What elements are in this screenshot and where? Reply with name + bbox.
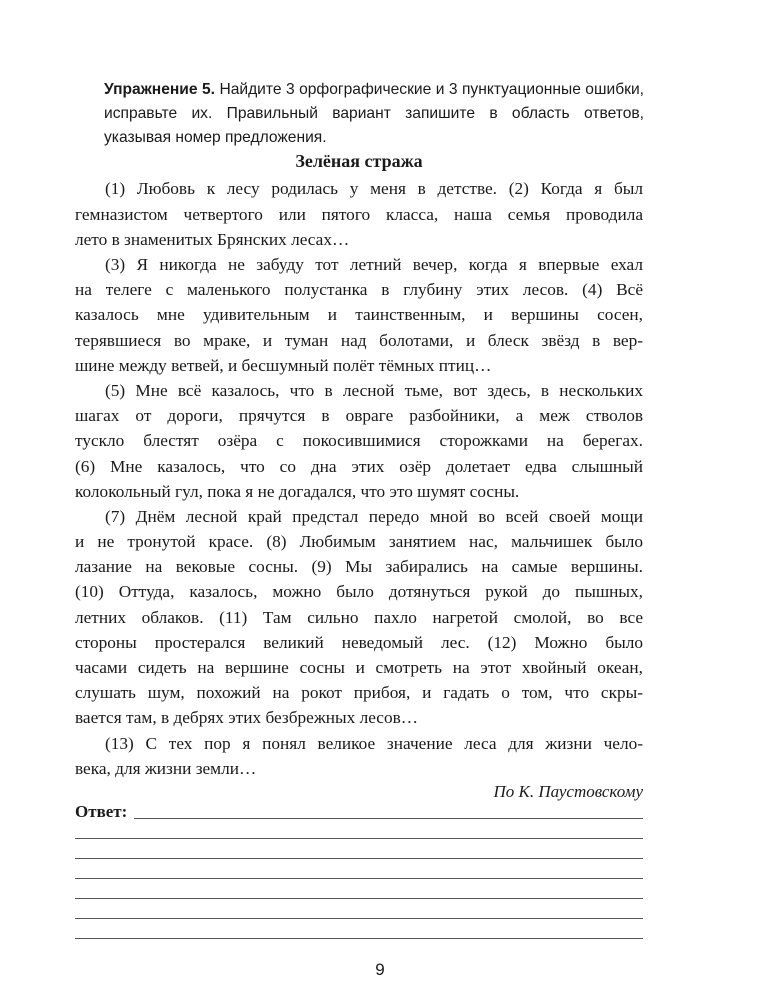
- text-title: Зелёная стража: [295, 151, 423, 171]
- answer-line[interactable]: [75, 858, 643, 859]
- text-line: лазание на вековые сосны. (9) Мы забирались на самые вершины.: [75, 557, 643, 576]
- text-line: вается там, в дебрях этих безбрежных лесов…: [75, 708, 419, 727]
- text-line: (10) Оттуда, казалось, можно было дотянуться рукой до пышных,: [75, 582, 643, 601]
- answer-line[interactable]: [75, 918, 643, 919]
- text-line: тускло блестят озёра с покосившимися сторожками на берегах.: [75, 431, 643, 450]
- exercise-instruction: Найдите 3 орфографические и 3 пунктуационные ошибки, исправьте их. Правильный вариант запишите в область ответов, указывая номер предложения.: [104, 81, 644, 146]
- text-line: колокольный гул, пока я не догадался, что это шумят сосны.: [75, 482, 520, 501]
- text-line: (13) С тех пор я понял великое значение леса для жизни чело-: [105, 734, 643, 753]
- text-line: и не тронутой красе. (8) Любимым занятием нас, мальчишек было: [75, 532, 643, 551]
- text-line: летних облаков. (11) Там сильно пахло нагретой смолой, во все: [75, 608, 643, 627]
- text-line: часами сидеть на вершине сосны и смотреть на этот хвойный океан,: [75, 658, 643, 677]
- text-line: казалось мне удивительным и таинственным, и вершины сосен,: [75, 305, 643, 324]
- text-line: терявшиеся во мраке, и туман над болотами, и блеск звёзд в вер-: [75, 331, 643, 350]
- exercise-label: Упражнение 5.: [104, 81, 215, 98]
- exercise-task: [104, 78, 644, 150]
- text-line: шагах от дороги, прячутся в овраге разбойники, а меж стволов: [75, 406, 643, 425]
- answer-line[interactable]: [134, 818, 643, 819]
- text-line: лето в знаменитых Брянских лесах…: [75, 230, 350, 249]
- text-line: слушать шум, похожий на рокот прибоя, и гадать о том, что скры-: [75, 683, 643, 702]
- text-source: По К. Паустовскому: [493, 782, 643, 801]
- text-line: (7) Днём лесной край предстал передо мной во всей своей мощи: [105, 507, 643, 526]
- text-line: века, для жизни земли…: [75, 759, 257, 778]
- text-line: (3) Я никогда не забуду тот летний вечер, когда я впервые ехал: [105, 255, 643, 274]
- text-line: (1) Любовь к лесу родилась у меня в детстве. (2) Когда я был: [105, 179, 643, 198]
- text-line: на телеге с маленького полустанка в глубину этих лесов. (4) Всё: [75, 280, 643, 299]
- text-line: стороны простерался великий неведомый лес. (12) Можно было: [75, 633, 643, 652]
- text-line: (6) Мне казалось, что со дна этих озёр долетает едва слышный: [75, 457, 643, 476]
- answer-line[interactable]: [75, 898, 643, 899]
- answer-line[interactable]: [75, 878, 643, 879]
- text-line: (5) Мне всё казалось, что в лесной тьме, вот здесь, в нескольких: [105, 381, 643, 400]
- answer-label: Ответ:: [75, 802, 128, 821]
- answer-line[interactable]: [75, 938, 643, 939]
- text-line: шине между ветвей, и бесшумный полёт тёмных птиц…: [75, 356, 492, 375]
- page-number: 9: [375, 960, 385, 979]
- text-line: гемназистом четвертого или пятого класса, наша семья проводила: [75, 205, 643, 224]
- answer-line[interactable]: [75, 838, 643, 839]
